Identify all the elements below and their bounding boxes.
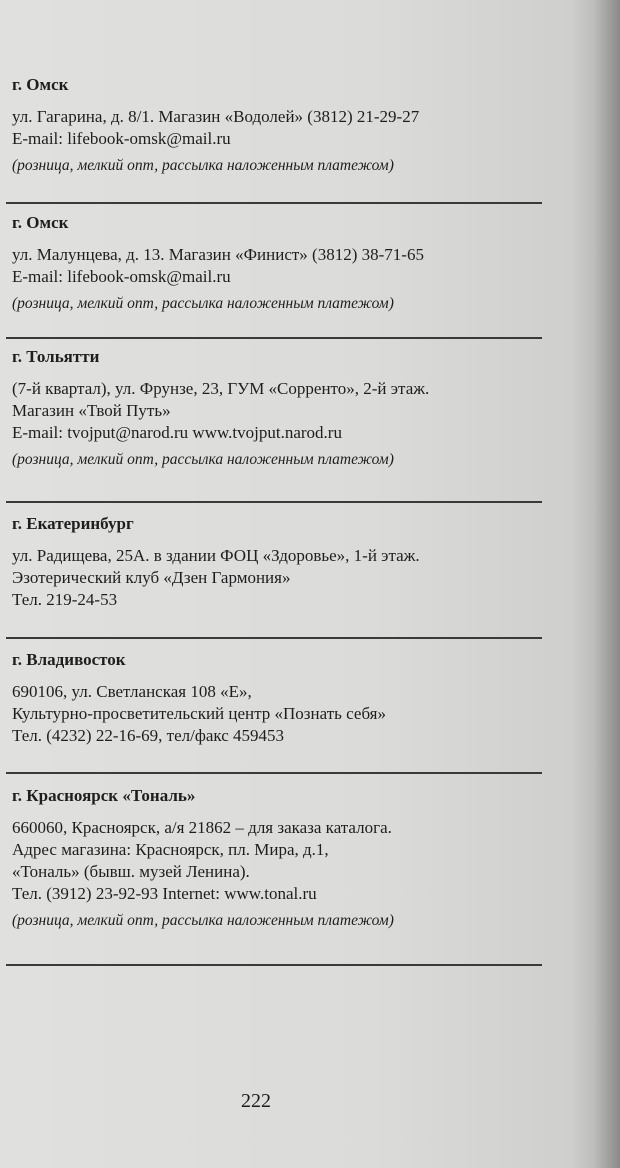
sales-note: (розница, мелкий опт, рассылка наложенным платежом)	[12, 157, 394, 174]
shop-address-line: Адрес магазина: Красноярск, пл. Мира, д.1,	[12, 840, 329, 859]
phone-web-line: Тел. (3912) 23-92-93 Internet: www.tonal.ru	[12, 884, 317, 903]
address-block	[12, 817, 540, 905]
center-name-line: Культурно-просветительский центр «Познать себя»	[12, 704, 386, 723]
address-block	[12, 545, 540, 611]
divider	[6, 772, 542, 774]
email-web-line: E-mail: tvojput@narod.ru www.tvojput.narod.ru	[12, 423, 342, 442]
shop-location-line: «Тональ» (бывш. музей Ленина).	[12, 862, 250, 881]
store-entry-vladivostok	[6, 649, 540, 747]
divider	[6, 202, 542, 204]
club-name-line: Эзотерический клуб «Дзен Гармония»	[12, 568, 291, 587]
store-entry-krasnoyarsk-tonal	[6, 785, 540, 931]
address-line: ул. Малунцева, д. 13. Магазин «Финист» (3812) 38-71-65	[12, 245, 424, 264]
phone-line: Тел. (4232) 22-16-69, тел/факс 459453	[12, 726, 285, 745]
address-line: 690106, ул. Светланская 108 «Е»,	[12, 682, 252, 701]
address-line: (7-й квартал), ул. Фрунзе, 23, ГУМ «Сорренто», 2-й этаж.	[12, 379, 430, 398]
phone-line: Тел. 219-24-53	[12, 590, 118, 609]
city-heading: г. Тольятти	[12, 347, 100, 366]
email-line: E-mail: lifebook-omsk@mail.ru	[12, 129, 231, 148]
city-heading: г. Екатеринбург	[12, 514, 134, 533]
sales-note: (розница, мелкий опт, рассылка наложенным платежом)	[12, 295, 394, 312]
store-entry-omsk-vodoley	[6, 74, 540, 176]
divider	[6, 637, 542, 639]
shop-name-line: Магазин «Твой Путь»	[12, 401, 171, 420]
email-line: E-mail: lifebook-omsk@mail.ru	[12, 267, 231, 286]
page-edge-shadow	[594, 0, 620, 1168]
address-block	[12, 244, 540, 288]
address-block	[12, 681, 540, 747]
city-heading: г. Омск	[12, 75, 69, 94]
divider	[6, 337, 542, 339]
catalog-order-line: 660060, Красноярск, а/я 21862 – для заказа каталога.	[12, 818, 392, 837]
divider	[6, 964, 542, 966]
address-block	[12, 106, 540, 150]
address-line: ул. Гагарина, д. 8/1. Магазин «Водолей» (3812) 21-29-27	[12, 107, 420, 126]
store-entry-omsk-finist	[6, 212, 540, 314]
address-line: ул. Радищева, 25А. в здании ФОЦ «Здоровье», 1-й этаж.	[12, 546, 420, 565]
city-heading: г. Владивосток	[12, 650, 126, 669]
page-number: 222	[241, 1090, 271, 1112]
sales-note: (розница, мелкий опт, рассылка наложенным платежом)	[12, 451, 394, 468]
store-entry-yekaterinburg	[6, 513, 540, 611]
city-heading: г. Красноярск «Тональ»	[12, 786, 196, 805]
sales-note: (розница, мелкий опт, рассылка наложенным платежом)	[12, 912, 394, 929]
address-block	[12, 378, 540, 444]
divider	[6, 501, 542, 503]
store-entry-togliatti	[6, 346, 540, 470]
city-heading: г. Омск	[12, 213, 69, 232]
